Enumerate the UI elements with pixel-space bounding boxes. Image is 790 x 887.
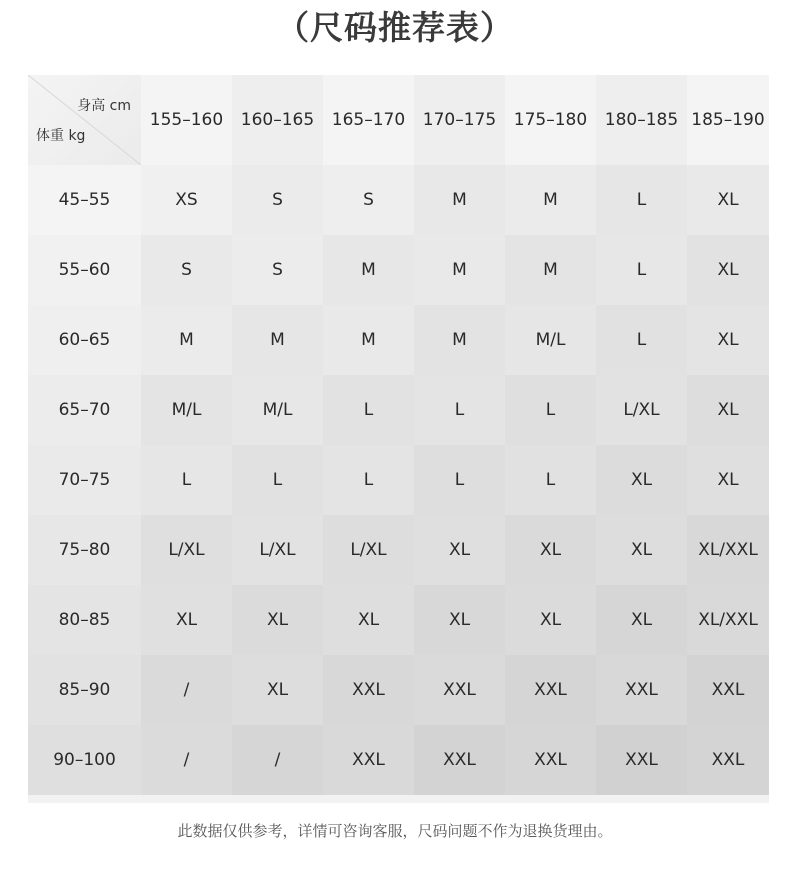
size-cell: L/XL [232, 515, 323, 585]
weight-axis-label: 体重 kg [36, 128, 86, 144]
size-cell: M [323, 235, 414, 305]
weight-header: 70–75 [28, 445, 141, 515]
size-cell: M [141, 305, 232, 375]
size-cell: XS [141, 165, 232, 235]
size-cell: L [596, 305, 687, 375]
height-header: 160–165 [232, 75, 323, 165]
height-header: 175–180 [505, 75, 596, 165]
size-cell: M [323, 305, 414, 375]
size-cell: S [232, 235, 323, 305]
size-cell: XL [687, 305, 769, 375]
size-cell: L/XL [141, 515, 232, 585]
size-cell: XXL [596, 725, 687, 795]
height-header: 165–170 [323, 75, 414, 165]
size-cell: L [323, 445, 414, 515]
size-cell: XXL [323, 655, 414, 725]
size-cell: M [414, 235, 505, 305]
size-cell: XL/XXL [687, 585, 769, 655]
size-cell: XL [687, 445, 769, 515]
size-table [28, 75, 769, 795]
size-cell: S [323, 165, 414, 235]
size-cell: M [505, 235, 596, 305]
size-cell: XL [141, 585, 232, 655]
page-title: （尺码推荐表） [276, 8, 514, 47]
table-row [28, 725, 769, 795]
size-cell: XXL [687, 655, 769, 725]
size-cell: / [141, 725, 232, 795]
size-cell: L [141, 445, 232, 515]
size-cell: XXL [505, 725, 596, 795]
size-cell: XXL [414, 655, 505, 725]
size-cell: XXL [323, 725, 414, 795]
size-cell: XL [596, 585, 687, 655]
size-cell: L/XL [596, 375, 687, 445]
size-cell: XL [687, 375, 769, 445]
size-cell: M [232, 305, 323, 375]
table-row [28, 585, 769, 655]
size-cell: XL [687, 235, 769, 305]
size-cell: XL [232, 585, 323, 655]
height-header: 185–190 [687, 75, 769, 165]
weight-header: 60–65 [28, 305, 141, 375]
size-cell: XL [323, 585, 414, 655]
size-cell: XL/XXL [687, 515, 769, 585]
size-cell: M/L [232, 375, 323, 445]
size-cell: M/L [505, 305, 596, 375]
size-cell: L/XL [323, 515, 414, 585]
table-row [28, 655, 769, 725]
size-cell: XXL [505, 655, 596, 725]
weight-header: 55–60 [28, 235, 141, 305]
size-cell: XL [414, 515, 505, 585]
size-cell: XL [596, 515, 687, 585]
table-row [28, 445, 769, 515]
height-axis-label: 身高 cm [77, 98, 131, 114]
size-cell: L [414, 445, 505, 515]
diagonal-divider [28, 75, 141, 165]
size-cell: L [596, 235, 687, 305]
header-row [28, 75, 769, 165]
size-cell: XL [414, 585, 505, 655]
disclaimer-note: 此数据仅供参考，详情可咨询客服，尺码问题不作为退换货理由。 [177, 822, 613, 840]
size-cell: L [505, 445, 596, 515]
size-cell: XL [687, 165, 769, 235]
weight-header: 45–55 [28, 165, 141, 235]
size-cell: L [596, 165, 687, 235]
table-row [28, 235, 769, 305]
corner-cell [28, 75, 141, 165]
table-row [28, 305, 769, 375]
table-row [28, 165, 769, 235]
size-cell: XXL [687, 725, 769, 795]
size-cell: XXL [414, 725, 505, 795]
size-cell: XL [232, 655, 323, 725]
size-cell: XL [505, 515, 596, 585]
height-header: 155–160 [141, 75, 232, 165]
table-row [28, 375, 769, 445]
size-cell: XXL [596, 655, 687, 725]
size-cell: / [141, 655, 232, 725]
size-cell: L [414, 375, 505, 445]
size-cell: L [232, 445, 323, 515]
weight-header: 80–85 [28, 585, 141, 655]
size-cell: M [414, 165, 505, 235]
size-cell: S [141, 235, 232, 305]
height-header: 170–175 [414, 75, 505, 165]
weight-header: 90–100 [28, 725, 141, 795]
size-cell: S [232, 165, 323, 235]
size-cell: M [505, 165, 596, 235]
size-cell: L [505, 375, 596, 445]
size-cell: XL [596, 445, 687, 515]
height-header: 180–185 [596, 75, 687, 165]
size-cell: L [323, 375, 414, 445]
weight-header: 85–90 [28, 655, 141, 725]
table-row [28, 515, 769, 585]
weight-header: 75–80 [28, 515, 141, 585]
size-chart [28, 75, 769, 803]
size-cell: XL [505, 585, 596, 655]
size-cell: / [232, 725, 323, 795]
weight-header: 65–70 [28, 375, 141, 445]
size-cell: M [414, 305, 505, 375]
size-cell: M/L [141, 375, 232, 445]
